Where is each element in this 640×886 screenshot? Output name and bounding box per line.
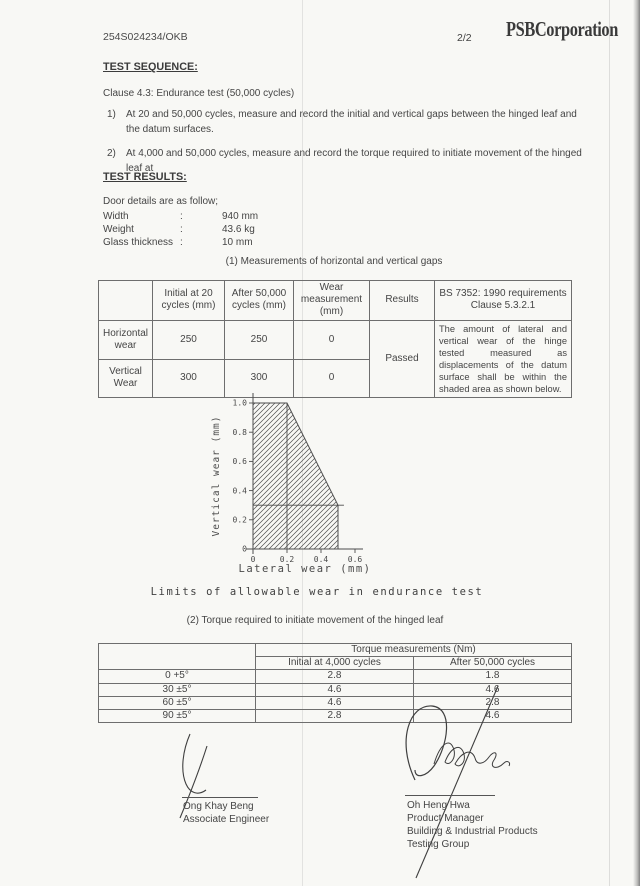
y-axis-label: Vertical wear (mm) xyxy=(211,415,222,537)
signatory-group: Testing Group xyxy=(407,839,470,850)
header-cell: After 50,000 cycles (mm) xyxy=(225,281,294,321)
door-detail-label: Weight xyxy=(103,224,134,235)
tick-label: 0.4 xyxy=(313,555,329,564)
scan-edge-shadow xyxy=(633,0,640,886)
value-cell: 2.8 xyxy=(256,709,414,722)
list-item-number: 2) xyxy=(107,148,116,159)
value-cell: 4.6 xyxy=(414,683,572,696)
requirement-text-cell: The amount of lateral and vertical wear of the hinge tested measured as displacements of the datum surface shall be within the shaded area as shown below. xyxy=(435,320,572,397)
tick-label: 0.4 xyxy=(232,486,247,496)
allowable-wear-region xyxy=(253,403,338,549)
signature-oh-heng-hwa xyxy=(388,678,523,883)
angle-cell: 90 ±5° xyxy=(99,709,256,722)
signatory-name: Ong Khay Beng xyxy=(183,801,254,812)
gaps-table-caption: (1) Measurements of horizontal and vertical gaps xyxy=(225,256,443,267)
value-cell: 2.8 xyxy=(414,696,572,709)
tick-label: 0.2 xyxy=(279,555,295,564)
value-cell: 0 xyxy=(294,359,370,397)
row-label-cell: Horizontal wear xyxy=(99,320,153,359)
door-detail-row xyxy=(103,223,258,236)
header-cell: Initial at 20 cycles (mm) xyxy=(153,281,225,321)
door-detail-row xyxy=(103,210,258,223)
header-cell: Results xyxy=(370,281,435,321)
chart-title: Limits of allowable wear in endurance test xyxy=(150,586,484,598)
test-results-heading: TEST RESULTS: xyxy=(103,171,187,183)
tick-label: 0 xyxy=(250,555,256,564)
tick-label: 0 xyxy=(242,544,247,554)
door-detail-colon: : xyxy=(180,211,183,222)
signatory-department: Building & Industrial Products xyxy=(407,826,538,837)
value-cell: 2.8 xyxy=(256,670,414,683)
door-detail-value: 43.6 kg xyxy=(222,224,255,235)
value-cell: 0 xyxy=(294,320,370,359)
signatory-title: Product Manager xyxy=(407,813,484,824)
value-cell: 4.6 xyxy=(256,696,414,709)
signature-underline xyxy=(182,797,258,798)
door-detail-colon: : xyxy=(180,224,183,235)
torque-table-caption: (2) Torque required to initiate movement of the hinged leaf xyxy=(186,615,444,626)
report-reference-number: 254S024234/OKB xyxy=(103,31,188,43)
door-detail-value: 10 mm xyxy=(222,237,253,248)
paper-crease-right xyxy=(609,0,610,886)
angle-cell: 0 +5° xyxy=(99,670,256,683)
value-cell: 1.8 xyxy=(414,670,572,683)
tick-label: 0.2 xyxy=(232,515,247,525)
door-details-list xyxy=(103,210,258,249)
value-cell: 250 xyxy=(225,320,294,359)
tick-label: 1.0 xyxy=(232,398,247,408)
signatory-title: Associate Engineer xyxy=(183,814,270,825)
door-detail-label: Width xyxy=(103,211,129,222)
header-cell: BS 7352: 1990 requirements Clause 5.3.2.1 xyxy=(435,281,572,321)
gaps-table xyxy=(98,280,572,398)
header-cell-empty xyxy=(99,281,153,321)
header-cell: After 50,000 cycles xyxy=(414,657,572,670)
result-cell: Passed xyxy=(370,320,435,397)
value-cell: 300 xyxy=(225,359,294,397)
header-cell: Wear measurement (mm) xyxy=(294,281,370,321)
tick-label: 0.8 xyxy=(232,427,247,437)
door-details-intro: Door details are as follow; xyxy=(103,196,219,207)
value-cell: 4.6 xyxy=(256,683,414,696)
group-header-cell: Torque measurements (Nm) xyxy=(256,644,572,657)
value-cell: 250 xyxy=(153,320,225,359)
signature-underline xyxy=(405,795,495,796)
torque-header-row xyxy=(99,644,572,657)
angle-cell: 60 ±5° xyxy=(99,696,256,709)
wear-limits-chart xyxy=(205,388,440,584)
door-detail-row xyxy=(103,236,258,249)
gaps-table-header-row xyxy=(99,281,572,321)
angle-cell: 30 ±5° xyxy=(99,683,256,696)
test-sequence-heading: TEST SEQUENCE: xyxy=(103,61,198,73)
psb-corporation-logo: PSBCorporation xyxy=(506,17,618,41)
table-row xyxy=(99,320,572,359)
list-item xyxy=(107,108,585,137)
row-label-cell: Vertical Wear xyxy=(99,359,153,397)
list-item-number: 1) xyxy=(107,109,116,120)
signatory-name: Oh Heng Hwa xyxy=(407,800,470,811)
value-cell: 4.6 xyxy=(414,709,572,722)
header-cell-empty xyxy=(99,644,256,670)
x-axis-label: Lateral wear (mm) xyxy=(238,563,372,575)
tick-label: 0.6 xyxy=(232,457,247,467)
list-item-text: At 20 and 50,000 cycles, measure and record the initial and vertical gaps between the hinged leaf and the datum surfaces. xyxy=(126,109,577,135)
value-cell: 300 xyxy=(153,359,225,397)
header-cell: Initial at 4,000 cycles xyxy=(256,657,414,670)
page-number: 2/2 xyxy=(457,32,472,44)
door-detail-value: 940 mm xyxy=(222,211,259,222)
list-item-text: At 4,000 and 50,000 cycles, measure and record the torque required to initiate movement of the hinged leaf at xyxy=(126,148,582,174)
tick-label: 0.6 xyxy=(347,555,363,564)
door-detail-colon: : xyxy=(180,237,183,248)
door-detail-label: Glass thickness xyxy=(103,237,174,248)
clause-line: Clause 4.3: Endurance test (50,000 cycles) xyxy=(103,88,295,99)
